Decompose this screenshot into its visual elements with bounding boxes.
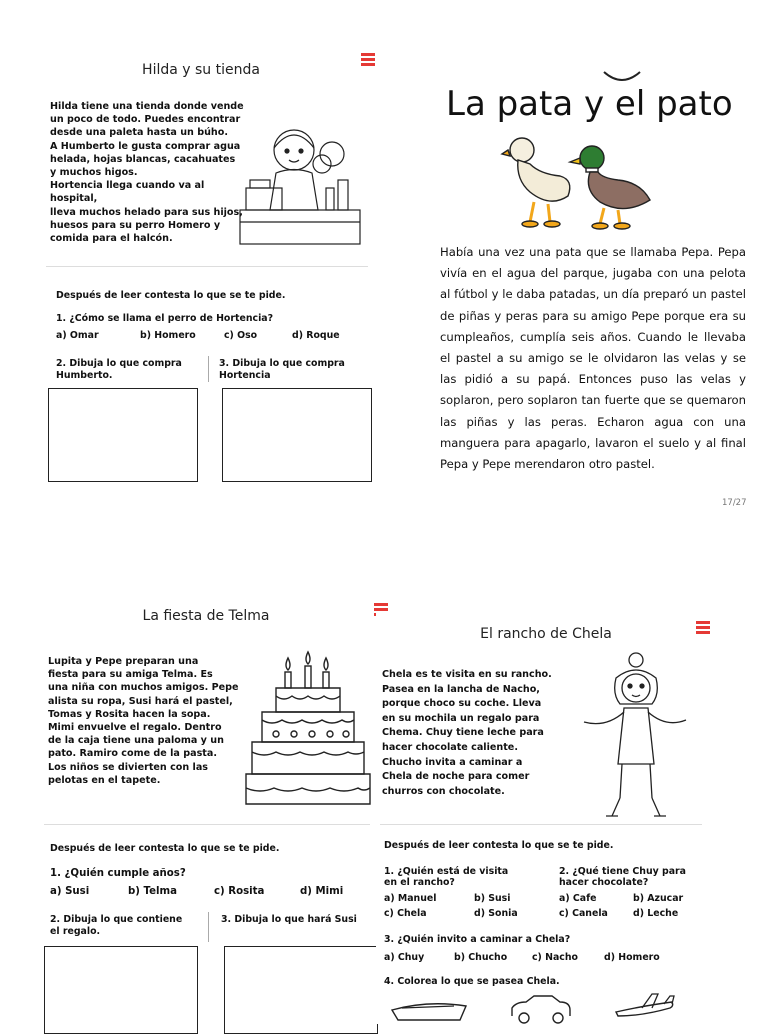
drawing-box-susi[interactable]	[224, 946, 378, 1034]
question-2-options-row-2	[559, 908, 703, 919]
option-a[interactable]: a) Cafe	[559, 893, 597, 904]
top-arc-decoration	[602, 70, 642, 84]
page-number: 17/27	[722, 498, 747, 508]
option-b[interactable]: b) Azucar	[633, 893, 684, 904]
question-1-options-row-2	[384, 908, 544, 919]
option-d[interactable]: d) Leche	[633, 908, 679, 919]
question-3: 3. Dibuja lo que hará Susi	[221, 914, 357, 925]
divider	[380, 824, 702, 825]
option-d[interactable]: d) Homero	[604, 952, 660, 963]
shopkeeper-illustration	[236, 118, 366, 248]
instruction: Después de leer contesta lo que se te pide.	[384, 840, 614, 851]
question-3: 3. ¿Quién invito a caminar a Chela?	[384, 934, 571, 945]
option-b[interactable]: b) Chucho	[454, 952, 508, 963]
option-d[interactable]: d) Roque	[292, 330, 340, 341]
vertical-divider	[208, 912, 209, 942]
option-b[interactable]: b) Susi	[474, 893, 511, 904]
question-1-options	[56, 330, 352, 341]
drawing-box-hortencia[interactable]	[222, 388, 372, 482]
story-text: Lupita y Pepe preparan una fiesta para su amiga Telma. Es una niña con muchos amigos. Pepe alista su ropa, Susi hará el pastel, Tomas y Rosita hacen la sopa. Mimi envuelve el regalo. Dentro de la caja tiene una paloma y un pato. Ramiro come de la pasta. Los niños se divierten con las pelotas en el tapete.	[48, 656, 239, 786]
question-3: 3. Dibuja lo que compra Hortencia	[219, 358, 345, 381]
option-d[interactable]: d) Mimi	[300, 886, 344, 897]
instruction: Después de leer contesta lo que se te pide.	[56, 290, 286, 301]
option-a[interactable]: a) Omar	[56, 330, 99, 341]
question-1-options	[50, 886, 360, 897]
option-b[interactable]: b) Homero	[140, 330, 196, 341]
flag-icon	[359, 50, 377, 68]
question-4: 4. Colorea lo que se pasea Chela.	[384, 976, 560, 987]
worksheet-chela	[376, 612, 718, 1024]
question-3-options	[384, 952, 674, 963]
worksheet-telma	[36, 592, 376, 1024]
story-text: Hilda tiene una tienda donde vende un poco de todo. Puedes encontrar desde una paleta hasta un búho. A Humberto le gusta comprar agua helada, hojas blancas, cacahuates y muchos higos. Hortencia llega cuando va al hospital, lleva muchos helado para sus hijos, huesos para su perro Homero y comida para el halcón.	[50, 101, 244, 245]
divider	[44, 824, 370, 825]
drawing-box-humberto[interactable]	[48, 388, 198, 482]
story-title: La pata y el pato	[446, 84, 733, 124]
story-pata	[430, 70, 760, 510]
worksheet-title: La fiesta de Telma	[142, 608, 270, 624]
option-c[interactable]: c) Nacho	[532, 952, 578, 963]
worksheet-title: Hilda y su tienda	[142, 62, 260, 78]
woman-illustration	[576, 648, 692, 824]
option-c[interactable]: c) Canela	[559, 908, 608, 919]
option-c[interactable]: c) Rosita	[214, 886, 265, 897]
boat-icon[interactable]	[388, 996, 470, 1024]
car-icon[interactable]	[506, 994, 576, 1024]
option-a[interactable]: a) Chuy	[384, 952, 425, 963]
option-c[interactable]: c) Chela	[384, 908, 427, 919]
flag-icon	[694, 618, 712, 636]
question-2: 2. ¿Qué tiene Chuy para hacer chocolate?	[559, 866, 686, 888]
question-2-options-row-1	[559, 893, 703, 904]
divider	[46, 266, 368, 267]
ducks-illustration	[500, 130, 660, 232]
question-1-options-row-1	[384, 893, 544, 904]
worksheet-hilda	[36, 48, 386, 500]
question-2: 2. Dibuja lo que contiene el regalo.	[50, 914, 183, 937]
vertical-divider	[208, 356, 209, 382]
question-1: 1. ¿Quién cumple años?	[50, 868, 186, 879]
story-text: Había una vez una pata que se llamaba Pepa. Pepa vivía en el agua del parque, jugaba con una pelota al fútbol y le daba patadas, un día preparó un pastel de piñas y peras para su amigo Pepe porque era su cumpleaños, cumplía seis años. Cuando le llevaba el pastel a su amigo se le olvidaron las velas y se las pidió a su papá. Entonces puso las velas y soplaron, pero soplaron tan fuerte que se quemaron las piñas y las peras. Echaron agua con una manguera para apagarlo, lavaron el suelo y al final Pepa y Pepe merendaron otro pastel.	[440, 245, 746, 472]
option-b[interactable]: b) Telma	[128, 886, 177, 897]
cake-illustration	[242, 648, 374, 812]
question-1: 1. ¿Cómo se llama el perro de Hortencia?	[56, 313, 274, 324]
story-text: Chela es te visita en su rancho. Pasea en la lancha de Nacho, porque choco su coche. Lleva en su mochila un regalo para Chema. Chuy tiene leche para hacer chocolate caliente. Chucho invita a caminar a Chela de noche para comer churros con chocolate.	[382, 669, 552, 797]
option-a[interactable]: a) Manuel	[384, 893, 437, 904]
question-2: 2. Dibuja lo que compra Humberto.	[56, 358, 182, 381]
question-1: 1. ¿Quién está de visita en el rancho?	[384, 866, 509, 888]
plane-icon[interactable]	[612, 988, 676, 1024]
worksheet-title: El rancho de Chela	[480, 626, 612, 642]
option-a[interactable]: a) Susi	[50, 886, 90, 897]
instruction: Después de leer contesta lo que se te pide.	[50, 843, 280, 854]
option-c[interactable]: c) Oso	[224, 330, 258, 341]
drawing-box-regalo[interactable]	[44, 946, 198, 1034]
option-d[interactable]: d) Sonia	[474, 908, 518, 919]
